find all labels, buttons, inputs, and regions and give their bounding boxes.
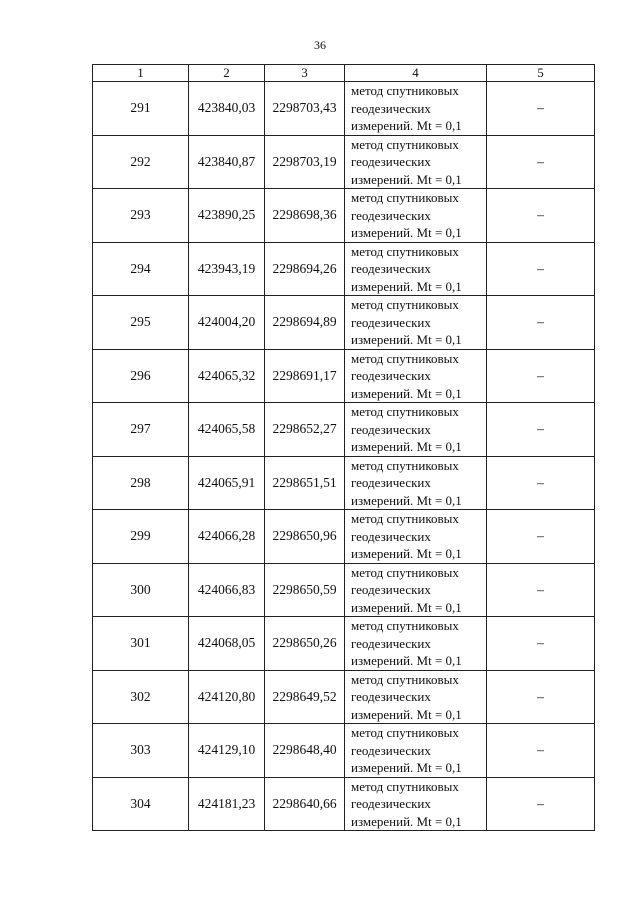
header-col-4: 4 — [345, 65, 487, 82]
method-line: метод спутниковых — [351, 618, 459, 633]
y-coordinate-cell: 2298648,40 — [265, 724, 345, 778]
method-line: измерений. Mt = 0,1 — [351, 278, 462, 294]
method-cell — [345, 135, 487, 189]
header-col-5: 5 — [487, 65, 595, 82]
page-number: 36 — [314, 38, 326, 52]
point-number-cell: 300 — [93, 563, 189, 617]
table-body — [93, 82, 595, 831]
note-cell: – — [487, 349, 595, 403]
y-coordinate-cell: 2298698,36 — [265, 189, 345, 243]
method-line: измерений. Mt = 0,1 — [351, 439, 462, 454]
x-coordinate-cell: 423840,87 — [189, 135, 265, 189]
x-coordinate-cell: 424004,20 — [189, 296, 265, 350]
method-line: метод спутниковых — [351, 725, 459, 740]
point-number-cell: 295 — [93, 296, 189, 350]
method-cell — [345, 82, 487, 136]
x-coordinate-cell: 424066,28 — [189, 510, 265, 564]
note-cell: – — [487, 135, 595, 189]
method-cell — [345, 242, 487, 296]
x-coordinate-cell: 424181,23 — [189, 777, 265, 831]
note-cell: – — [487, 617, 595, 671]
method-line: метод спутниковых — [351, 297, 459, 312]
point-number-cell: 304 — [93, 777, 189, 831]
method-line: измерений. Mt = 0,1 — [351, 706, 462, 722]
method-line: геодезических — [351, 100, 431, 116]
method-line: геодезических — [351, 368, 431, 383]
y-coordinate-cell: 2298652,27 — [265, 403, 345, 457]
method-line: метод спутниковых — [351, 350, 459, 366]
point-number-cell: 303 — [93, 724, 189, 778]
note-cell: – — [487, 777, 595, 831]
x-coordinate-cell: 424065,91 — [189, 456, 265, 510]
note-cell: – — [487, 403, 595, 457]
table-row — [93, 135, 595, 189]
note-cell: – — [487, 242, 595, 296]
header-col-2: 2 — [189, 65, 265, 82]
method-line: геодезических — [351, 314, 431, 330]
method-line: измерений. Mt = 0,1 — [351, 118, 462, 133]
point-number-cell: 301 — [93, 617, 189, 671]
note-cell: – — [487, 670, 595, 724]
method-line: измерений. Mt = 0,1 — [351, 332, 462, 347]
method-line: измерений. Mt = 0,1 — [351, 813, 462, 829]
method-line: геодезических — [351, 154, 431, 169]
method-line: измерений. Mt = 0,1 — [351, 492, 462, 508]
point-number-cell: 302 — [93, 670, 189, 724]
method-line: метод спутниковых — [351, 404, 459, 419]
y-coordinate-cell: 2298650,59 — [265, 563, 345, 617]
table-row — [93, 403, 595, 457]
method-line: метод спутниковых — [351, 136, 459, 152]
table-row — [93, 242, 595, 296]
method-cell — [345, 563, 487, 617]
table-row — [93, 82, 595, 136]
method-line: измерений. Mt = 0,1 — [351, 171, 462, 187]
method-line: метод спутниковых — [351, 83, 459, 98]
table-header-row — [93, 65, 595, 82]
table-row — [93, 189, 595, 243]
table-row — [93, 510, 595, 564]
y-coordinate-cell: 2298650,26 — [265, 617, 345, 671]
method-cell — [345, 777, 487, 831]
note-cell: – — [487, 563, 595, 617]
x-coordinate-cell: 424068,05 — [189, 617, 265, 671]
method-line: геодезических — [351, 475, 431, 490]
point-number-cell: 299 — [93, 510, 189, 564]
point-number-cell: 294 — [93, 242, 189, 296]
method-line: метод спутниковых — [351, 671, 459, 687]
y-coordinate-cell: 2298703,43 — [265, 82, 345, 136]
method-line: измерений. Mt = 0,1 — [351, 653, 462, 668]
header-col-3: 3 — [265, 65, 345, 82]
x-coordinate-cell: 424129,10 — [189, 724, 265, 778]
method-cell — [345, 189, 487, 243]
method-line: измерений. Mt = 0,1 — [351, 760, 462, 775]
method-line: геодезических — [351, 689, 431, 704]
x-coordinate-cell: 423840,03 — [189, 82, 265, 136]
x-coordinate-cell: 423943,19 — [189, 242, 265, 296]
table-row — [93, 777, 595, 831]
method-line: метод спутниковых — [351, 243, 459, 259]
method-line: геодезических — [351, 796, 431, 811]
method-line: измерений. Mt = 0,1 — [351, 225, 462, 240]
point-number-cell: 293 — [93, 189, 189, 243]
y-coordinate-cell: 2298640,66 — [265, 777, 345, 831]
method-line: геодезических — [351, 582, 431, 597]
method-cell — [345, 296, 487, 350]
method-cell — [345, 617, 487, 671]
method-cell — [345, 724, 487, 778]
point-number-cell: 291 — [93, 82, 189, 136]
method-line: геодезических — [351, 261, 431, 276]
method-line: геодезических — [351, 742, 431, 758]
method-cell — [345, 510, 487, 564]
coordinates-table — [92, 64, 595, 831]
method-line: измерений. Mt = 0,1 — [351, 385, 462, 401]
x-coordinate-cell: 424066,83 — [189, 563, 265, 617]
note-cell: – — [487, 296, 595, 350]
method-line: метод спутниковых — [351, 778, 459, 794]
table-row — [93, 563, 595, 617]
table-row — [93, 670, 595, 724]
method-line: метод спутниковых — [351, 564, 459, 580]
table-row — [93, 296, 595, 350]
method-cell — [345, 403, 487, 457]
method-line: измерений. Mt = 0,1 — [351, 599, 462, 615]
table-row — [93, 724, 595, 778]
note-cell: – — [487, 456, 595, 510]
x-coordinate-cell: 423890,25 — [189, 189, 265, 243]
method-line: измерений. Mt = 0,1 — [351, 546, 462, 561]
y-coordinate-cell: 2298703,19 — [265, 135, 345, 189]
y-coordinate-cell: 2298694,26 — [265, 242, 345, 296]
y-coordinate-cell: 2298649,52 — [265, 670, 345, 724]
point-number-cell: 292 — [93, 135, 189, 189]
point-number-cell: 296 — [93, 349, 189, 403]
method-line: метод спутниковых — [351, 457, 459, 473]
method-cell — [345, 670, 487, 724]
note-cell: – — [487, 82, 595, 136]
method-cell — [345, 456, 487, 510]
method-line: геодезических — [351, 528, 431, 544]
note-cell: – — [487, 724, 595, 778]
method-line: геодезических — [351, 207, 431, 223]
y-coordinate-cell: 2298651,51 — [265, 456, 345, 510]
x-coordinate-cell: 424065,58 — [189, 403, 265, 457]
note-cell: – — [487, 189, 595, 243]
note-cell: – — [487, 510, 595, 564]
table-row — [93, 456, 595, 510]
y-coordinate-cell: 2298691,17 — [265, 349, 345, 403]
method-line: метод спутниковых — [351, 511, 459, 526]
method-line: метод спутниковых — [351, 190, 459, 205]
x-coordinate-cell: 424120,80 — [189, 670, 265, 724]
method-line: геодезических — [351, 635, 431, 651]
table-row — [93, 349, 595, 403]
method-line: геодезических — [351, 421, 431, 437]
point-number-cell: 297 — [93, 403, 189, 457]
point-number-cell: 298 — [93, 456, 189, 510]
method-cell — [345, 349, 487, 403]
table-row — [93, 617, 595, 671]
y-coordinate-cell: 2298694,89 — [265, 296, 345, 350]
x-coordinate-cell: 424065,32 — [189, 349, 265, 403]
y-coordinate-cell: 2298650,96 — [265, 510, 345, 564]
header-col-1: 1 — [93, 65, 189, 82]
